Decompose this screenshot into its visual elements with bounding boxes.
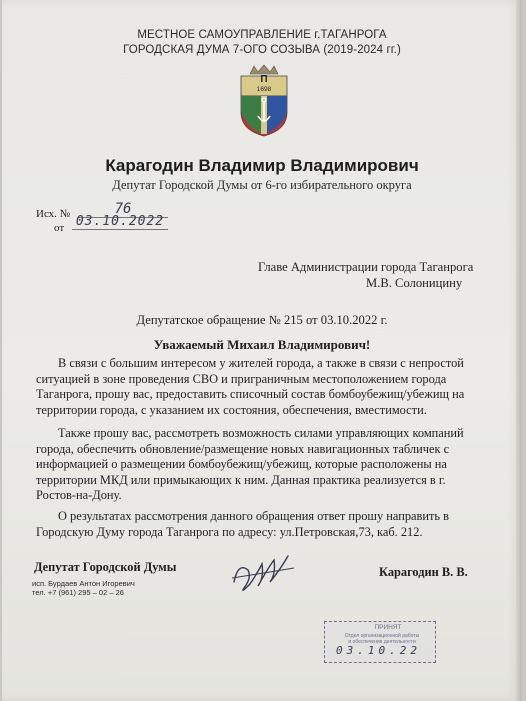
emblem-letter: П <box>260 74 268 85</box>
handwritten-signature <box>228 548 298 596</box>
signature-scribble-icon <box>228 548 298 596</box>
outgoing-date-label: от <box>54 222 65 234</box>
paragraph-1 <box>36 356 488 418</box>
stamp-title: ПРИНЯТ <box>374 624 402 631</box>
letter-page <box>2 0 522 701</box>
header-line-1: МЕСТНОЕ САМОУПРАВЛЕНИЕ г.ТАГАНРОГА <box>137 29 387 41</box>
executor-name: исп. Бурдаев Антон Игоревич <box>32 579 135 588</box>
paragraph-3 <box>36 509 488 540</box>
signature-right-name: Карагодин В. В. <box>379 565 468 579</box>
document-title: Депутатское обращение № 215 от 03.10.2022 г. <box>136 313 388 327</box>
addressee-line-1: Главе Администрации города Таганрога <box>258 260 474 274</box>
paragraph-1-line: Таганрога, прошу вас, предоставить списочный состав бомбоубежищ/убежищ на <box>36 387 465 401</box>
deputy-title: Депутат Городской Думы от 6-го избирательного округа <box>112 178 412 192</box>
executor-phone: тел. +7 (961) 295 – 02 – 26 <box>32 588 124 597</box>
stamp-org-line-2: и обеспечения деятельности <box>348 639 416 645</box>
paragraph-3-line: Городскую Думу города Таганрога по адресу: ул.Петровская,73, каб. 212. <box>36 524 423 539</box>
paragraph-2-line: Также прошу вас, рассмотреть возможность силами управляющих компаний <box>58 426 464 440</box>
header-line-2: ГОРОДСКАЯ ДУМА 7-ОГО СОЗЫВА (2019-2024 гг.) <box>123 44 401 56</box>
deputy-name: Карагодин Владимир Владимирович <box>105 156 419 175</box>
paragraph-2-line: территории МКД или примыкающих к ним. Данная практика реализуется в г. <box>36 472 446 487</box>
paragraph-2-line: города, обеспечить обновление/размещение новых навигационных табличек с <box>36 441 450 456</box>
outgoing-number-value: 76 <box>78 201 168 218</box>
outgoing-number-label: Исх. № <box>36 208 71 220</box>
paragraph-2-line: информацией о размещении бомбоубежищ/убежищ, которые расположены на <box>36 457 447 471</box>
paragraph-1-line: В связи с большим интересом у жителей города, а также в связи с непростой <box>58 356 464 370</box>
outgoing-date-value: 03.10.2022 <box>72 214 168 230</box>
paragraph-1-line: территории города, с указанием их состояния, обеспечения, вместимости. <box>36 402 427 417</box>
addressee-line-2: М.В. Солоницину <box>366 276 463 290</box>
paragraph-2-line: Ростов-на-Дону. <box>36 488 122 502</box>
greeting: Уважаемый Михаил Владимирович! <box>153 337 371 352</box>
emblem-year: 1698 <box>256 86 272 93</box>
paragraph-1-line: ситуацией в зоне проведения СВО и приграничным местоположением города <box>36 371 447 386</box>
stamp-org-line-1: Отдел организационной работы <box>344 633 420 639</box>
paragraph-3-line: О результатах рассмотрения данного обращения ответ прошу направить в <box>58 509 450 523</box>
paragraph-2 <box>36 426 488 504</box>
signature-left-label: Депутат Городской Думы <box>34 560 177 574</box>
stamp-handwritten-date: 03.10.22 <box>336 644 421 657</box>
